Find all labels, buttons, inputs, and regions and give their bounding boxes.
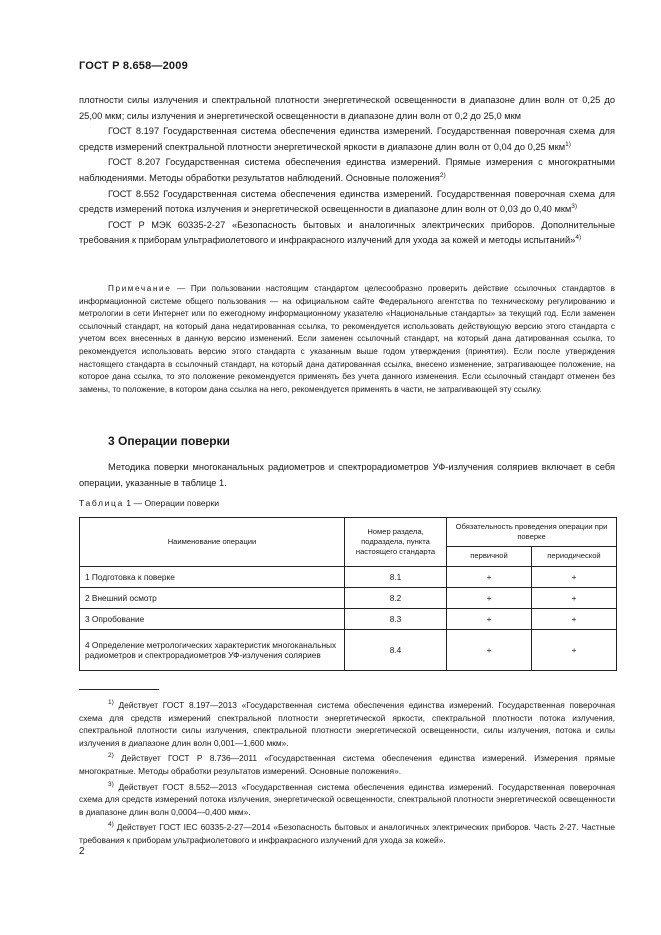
page-number: 2 [79,846,85,857]
table-row: 3 Опробование 8.3 + + [80,609,617,630]
document-header: ГОСТ Р 8.658—2009 [79,60,188,72]
paragraph: ГОСТ 8.552 Государственная система обеспечения единства измерений. Государственная поверочная схема для средств измерений потока излучения и энергетической освещенности в диапазоне длин волн от 0,03 до 0,40 мкм$^{3)}$ [79,188,615,215]
paragraph: ГОСТ 8.197 Государственная система обеспечения единства измерений. Государственная поверочная схема для средств измерений спектральной плотности энергетической яркости в диапазоне длин волн от 0,04 до 0,25 мкм$^{1)}$ [79,126,615,152]
paragraph: ГОСТ Р МЭК 60335-2-27 «Безопасность бытовых и аналогичных электрических приборов. Дополнительные требования к приборам ультрафиолетового и инфракрасного излучений для ухода за кожей и методы испытаний»$^{4)}$ [79,219,615,246]
header-number: Номер раздела, подраздела, пункта настоящего стандарта [345,518,447,567]
table-row: 2 Внешний осмотр 8.2 + + [80,588,617,609]
table-header-row [80,518,617,547]
table-row: 4 Определение метрологических характеристик многоканальных радиометров и спектрорадиометров УФ-излучения соляриев 8.4 + + [80,630,617,671]
header-name: Наименование операции [80,518,345,567]
footnote-ref: 1) [565,140,571,148]
section-title: 3 Операции поверки [108,434,230,448]
table-caption: Таблица 1 — Операции поверки [79,498,220,508]
note-label: Примечание [108,284,172,293]
footnote: $^{1)}$ Действует ГОСТ 8.197—2013 «Государственная система обеспечения единства измерений. Государственная поверочная схема для средств измерений спектральной плотности энергетической яркости, спектральной плотности потока излучения, спектральной плотности силы излучения, спектральной плотности энергетической освещенности, силы излучения, потока и силы излучения в диапазоне длин волн 0,001—1,600 мкм». [79,699,615,748]
header-primary: первичной [447,546,532,566]
normative-references [79,93,615,249]
footnote-ref: 2) [439,171,446,179]
header-periodic: периодической [532,546,617,566]
paragraph: плотности силы излучения и спектральной плотности энергетической освещенности в диапазоне длин волн от 0,25 до 25,00 мкм; силы излучения и энергетической освещенности в диапазоне длин волн от 0,2 до 25,0 мкм [79,95,615,121]
table-row: 1 Подготовка к поверке 8.1 + + [80,567,617,588]
footnote-ref: 3) [571,203,578,211]
note-text: — При пользовании настоящим стандартом целесообразно проверить действие ссылочных стандартов в информационной системе общего пользования — на официальном сайте Федерального агентства по техническому регулированию и метрологии в сети Интернет или по ежегодному информационному указателю «Национальные стандарты» за текущий год. Если заменен ссылочный стандарт, на который дана недатированная ссылка, то рекомендуется использовать действующую версию этого стандарта с учетом всех внесенных в данную версию изменений. Если заменен ссылочный стандарт, на который дана датированная ссылка, то рекомендуется использовать версию этого стандарта с указанным выше годом утверждения (принятия). Если после утверждения настоящего стандарта в ссылочный стандарт, на который дана датированная ссылка, внесено изменение, затрагивающее положение, на которое дана ссылка, то это положение рекомендуется применять без учета данного изменения. Если ссылочный стандарт отменен без замены, то положение, в котором дана ссылка на него, рекомендуется применять в части, не затрагивающей эту ссылку. [79,284,615,394]
footnote: $^{3)}$ Действует ГОСТ 8.552—2013 «Государственная система обеспечения единства измерений. Государственная поверочная схема для средств измерений потока излучения, энергетической освещенности, спектральной плотности энергетической освещенности в диапазоне длин волн 0,0004—0,400 мкм». [79,780,615,817]
footnote-ref: 4) [575,234,582,242]
footnote: $^{2)}$ Действует ГОСТ Р 8.736—2011 «Государственная система обеспечения единства измерений. Измерения прямые многократные. Методы обработки результатов измерений. Основные положения». [79,752,615,776]
note-block [79,283,615,396]
paragraph: ГОСТ 8.207 Государственная система обеспечения единства измерений. Прямые измерения с многократными наблюдениями. Методы обработки результатов наблюдений. Основные положения$^{2)}$ [79,157,615,183]
footnote: $^{4)}$ Действует ГОСТ IEC 60335-2-27—2014 «Безопасность бытовых и аналогичных электрических приборов. Часть 2-27. Частные требования к приборам ультрафиолетового и инфракрасного излучений для ухода за кожей». [79,821,615,845]
header-obligation: Обязательность проведения операции при поверке [447,518,617,547]
section-text: Методика поверки многоканальных радиометров и спектрорадиометров УФ-излучения соляриев включает в себя операции, указанные в таблице 1. [79,462,615,488]
operations-table [79,517,617,671]
footnotes [79,699,615,850]
footnote-divider [79,689,159,690]
